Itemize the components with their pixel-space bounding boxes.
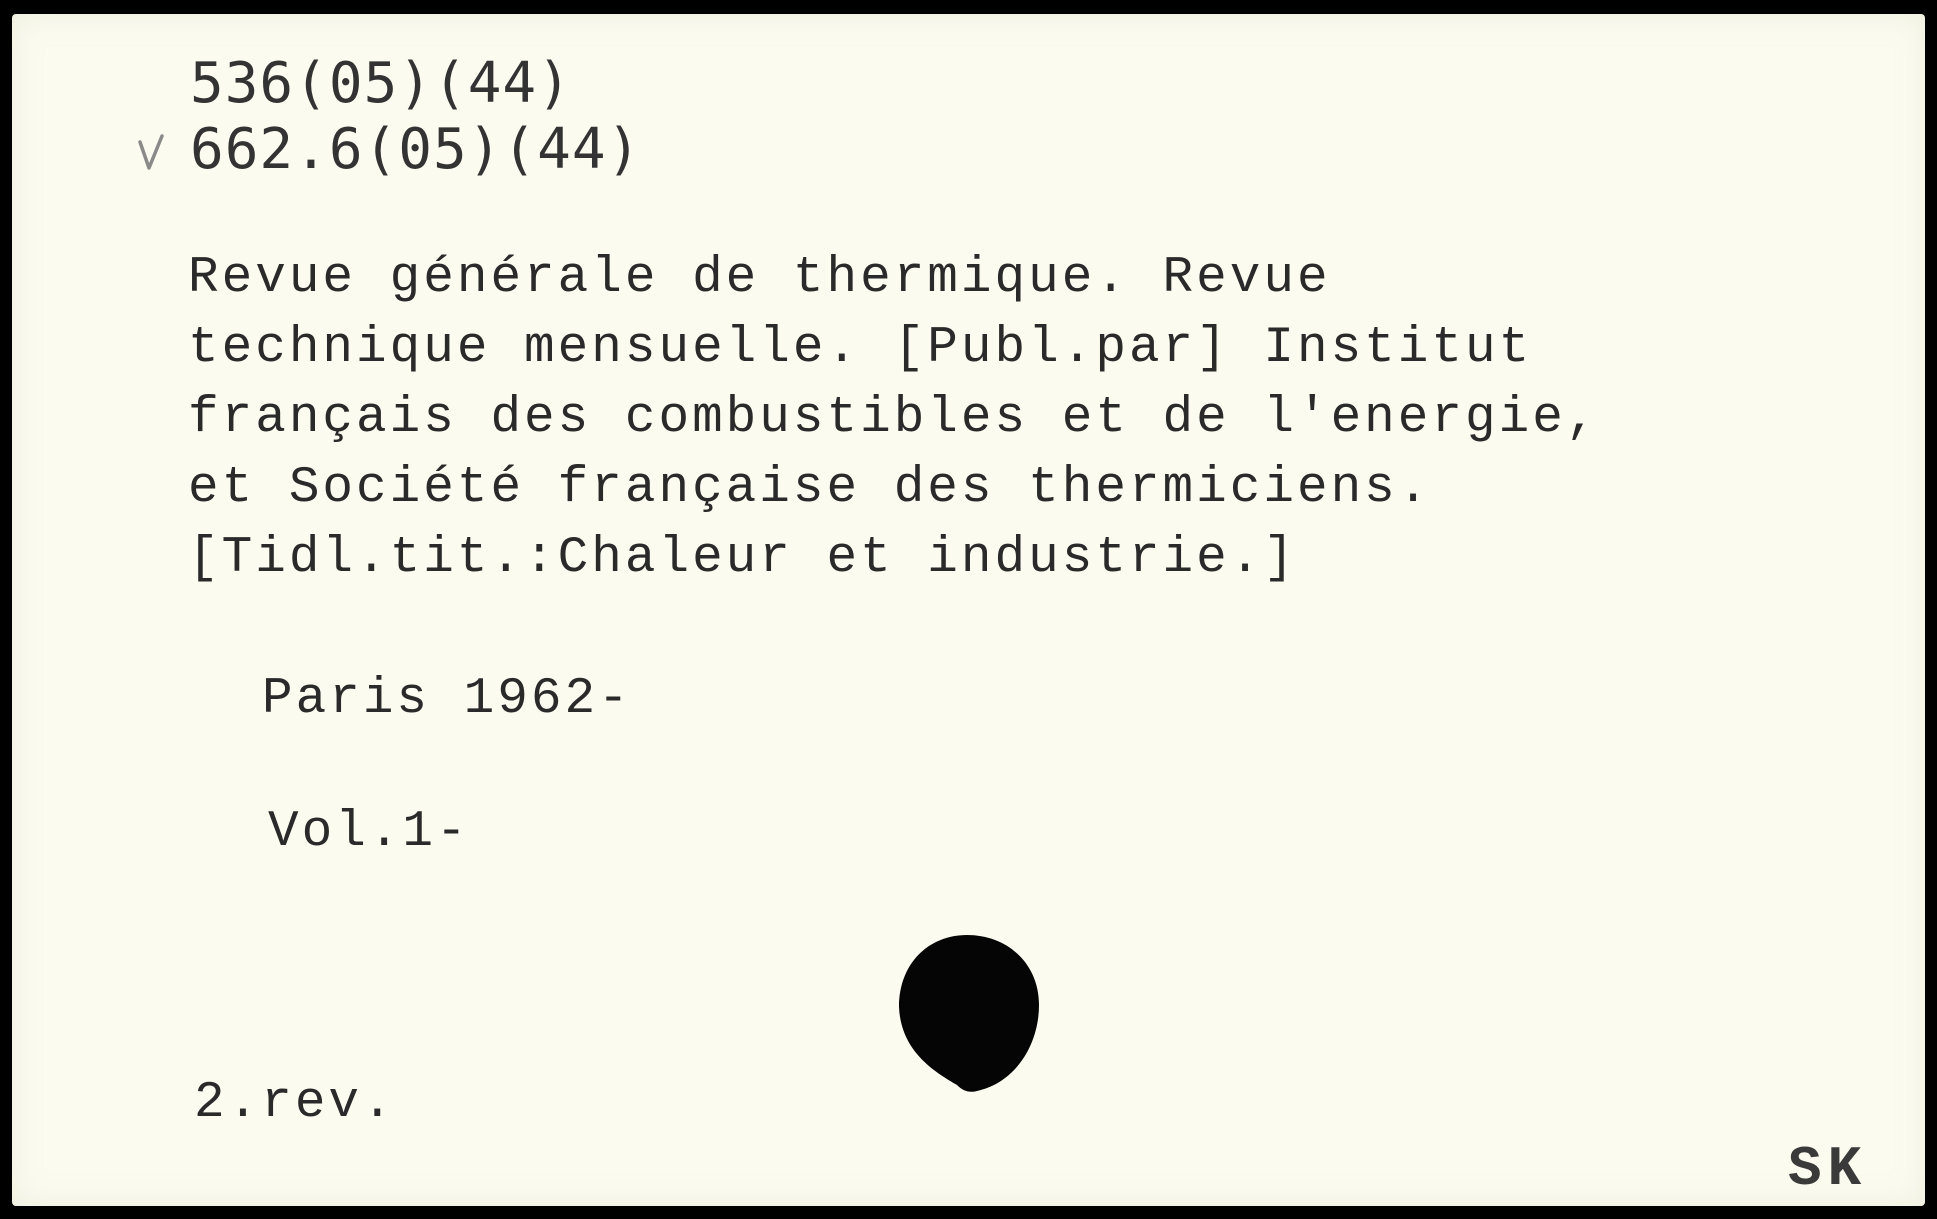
title-line-1: Revue générale de thermique. Revue <box>188 250 1331 307</box>
title-line-3: français des combustibles et de l'energie, <box>188 390 1600 447</box>
imprint: Paris 1962- <box>262 671 632 728</box>
revision-note: 2.rev. <box>194 1075 396 1132</box>
check-mark-icon <box>136 132 166 178</box>
cataloger-initials: SK <box>1788 1137 1868 1201</box>
classification-number-1: 536(05)(44) <box>190 51 572 116</box>
volume-statement: Vol.1- <box>268 804 470 861</box>
classification-number-2: 662.6(05)(44) <box>190 117 642 182</box>
catalog-card <box>12 14 1925 1206</box>
punch-hole <box>897 933 1041 1093</box>
title-line-4: et Société française des thermiciens. <box>188 460 1432 517</box>
title-block <box>188 244 1599 594</box>
title-line-5: [Tidl.tit.:Chaleur et industrie.] <box>188 530 1297 587</box>
title-line-2: technique mensuelle. [Publ.par] Institut <box>188 320 1533 377</box>
